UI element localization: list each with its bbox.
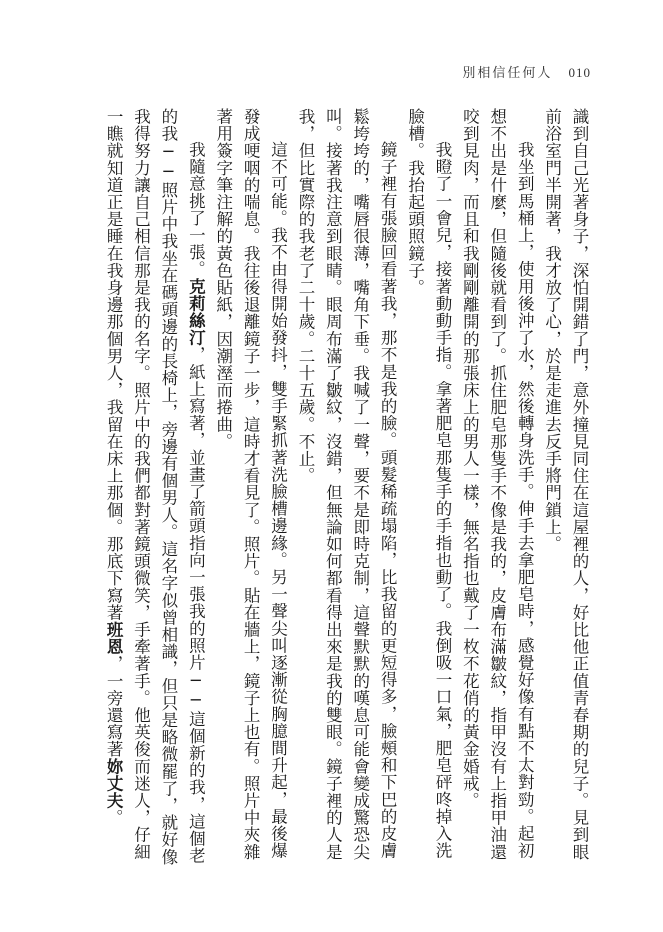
paragraph: 鏡子裡有張臉回看著我，那不是我的臉。頭髮稀疏塌陷，比我留的更短得多，臉頰和下巴的皮膚鬆垮垮的，嘴唇很薄，嘴角下垂。我喊了一聲，要不是即時克制，這聲默默的嘆息可能會變成驚恐尖叫。接著我注意到眼睛。眼周布滿了皺紋，沒錯，但無論如何都看得出來是我的雙眼。鏡子裡的人是我，但比實際的我老了二十歲。二十五歲。不止。 [295, 108, 398, 861]
emphasized-text: 克莉絲汀 [186, 277, 206, 347]
paragraph: 識到自己光著身子，深怕開錯了門，意外撞見同住在這屋裡的人，好比他正值青春期的兒子。見到眼前浴室門半開著，我才放了心，於是走進去反手將門鎖上。 [542, 108, 589, 861]
page-number: 010 [568, 65, 591, 80]
book-title: 別相信任何人 [462, 66, 553, 81]
emphasized-text: 妳丈夫 [104, 757, 124, 810]
body-text [63, 108, 593, 868]
text-run: 。 [104, 809, 124, 827]
running-header [462, 62, 591, 81]
paragraph [100, 108, 210, 868]
paragraph: 我坐到馬桶上，使用後沖了水，然後轉身洗手。伸手去拿肥皂時，感覺好像有點不太對勁。起初想不出是什麼，但隨後就看到了。抓住肥皂那隻手不像是我的，皮膚布滿皺紋，指甲沒有上指甲油還咬到見肉，而且和我剛剛離開的那張床上的男人一樣，無名指也戴了一枚不花俏的黃金婚戒。 [460, 108, 535, 861]
emphasized-text: 班恩 [104, 621, 124, 656]
text-run: ，紙上寫著，並畫了箭頭指向一張我的照片──這個新的我，這個老的我──照片中我坐在碼頭邊的長椅上，旁邊有個男人。這名字似曾相識，但只是略微罷了，就好像我得努力讓自己相信那是我的名字。照片中的我們都對著鏡頭微笑，手牽著手。他英俊而迷人，仔細一瞧就知道正是睡在我身邊那個男人，我留在床上那個。那底下寫著 [104, 108, 206, 866]
paragraph: 這不可能。我不由得開始發抖，雙手緊抓著洗臉槽邊緣。另一聲尖叫逐漸從胸臆間升起，最後爆發成哽咽的喘息。我往後退離鏡子一步，這時才看見了。照片。貼在牆上，鏡子上也有。照片中夾雜著用簽字筆注解的黃色貼紙，因潮溼而捲曲。 [213, 108, 288, 861]
text-run: ，一旁還寫著 [104, 655, 124, 758]
text-run: 我隨意挑了一張。 [186, 141, 206, 278]
paragraph: 我瞪了一會兒，接著動動手指。拿著肥皂那隻手的手指也動了。我倒吸一口氣，肥皂砰咚掉入洗臉槽。我抬起頭照鏡子。 [405, 108, 452, 860]
